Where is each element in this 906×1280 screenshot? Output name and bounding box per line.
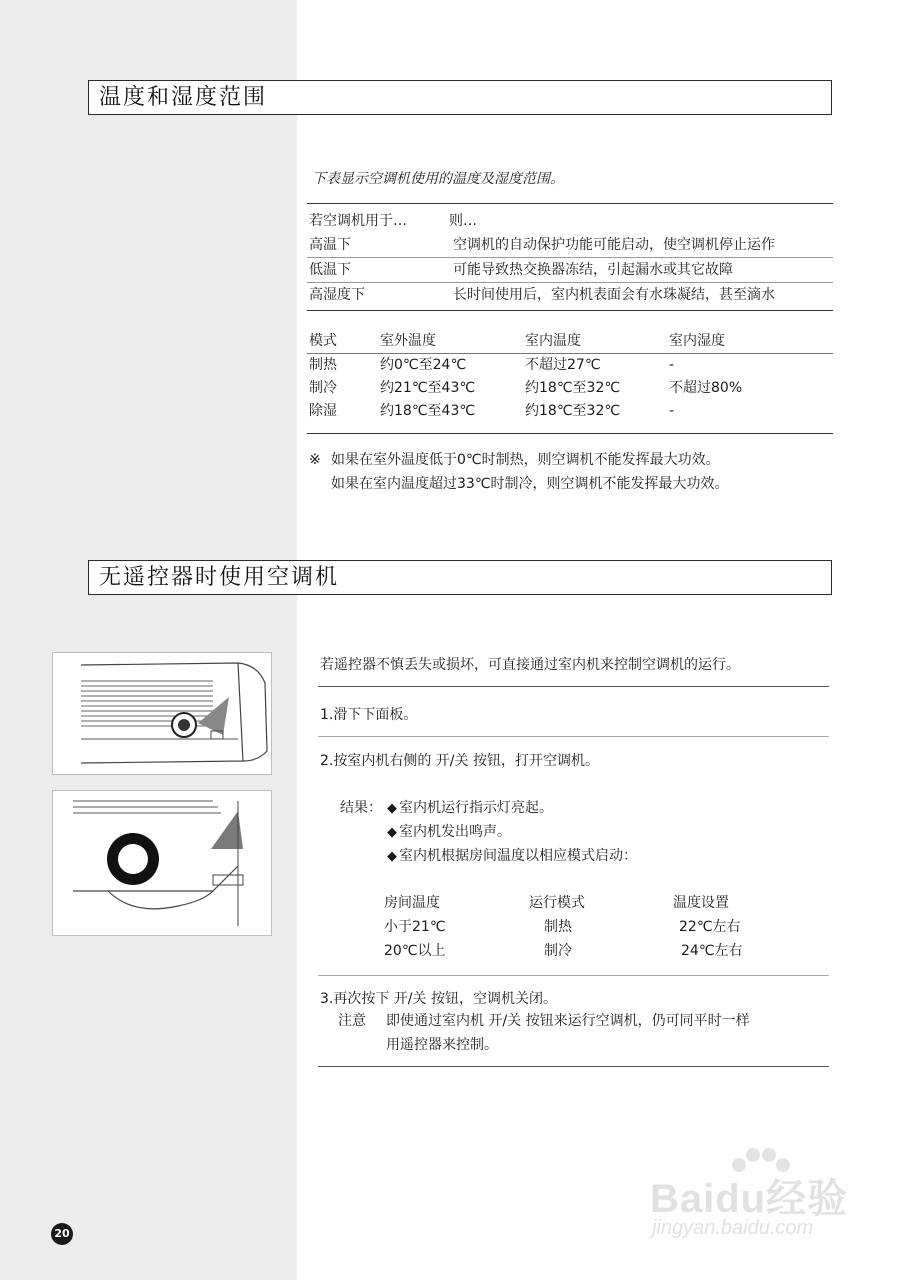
table2-header-humidity: 室内湿度 <box>669 333 725 349</box>
list-item <box>387 797 553 817</box>
table-cell: 约18℃至32℃ <box>525 403 621 419</box>
table-cell: 制热 <box>544 919 572 935</box>
control-panel-illustration <box>53 791 271 935</box>
figure-indoor-unit-panel <box>52 652 272 775</box>
table2-header-row <box>307 330 833 353</box>
watermark-brand: Baidu经验 <box>650 1177 849 1221</box>
section2-divider <box>318 736 829 737</box>
table-row <box>307 377 833 400</box>
table3-header-setting: 温度设置 <box>673 895 729 911</box>
note-text: 如果在室内温度超过33℃时制冷，则空调机不能发挥最大功效。 <box>331 476 729 492</box>
section2-divider <box>318 686 829 687</box>
left-gray-band <box>0 0 297 1280</box>
table-cell: 制冷 <box>309 380 337 396</box>
table-row <box>307 233 833 257</box>
table2-header-mode: 模式 <box>309 333 337 349</box>
table1-header-result: 则… <box>449 213 477 229</box>
table-cell: 约18℃至32℃ <box>525 380 621 396</box>
table1-header-row <box>307 209 833 233</box>
section2-divider <box>318 975 829 976</box>
table-cell: 不超过27℃ <box>525 357 601 373</box>
table-row <box>307 258 833 282</box>
table-cell: 可能导致热交换器冻结，引起漏水或其它故障 <box>453 262 733 278</box>
note-text: 即使通过室内机 开/关 按钮来运行空调机，仍可同平时一样 <box>386 1013 750 1029</box>
list-item <box>387 821 511 841</box>
section-title-no-remote: 无遥控器时使用空调机 <box>88 560 832 595</box>
figure-power-button-closeup <box>52 790 272 936</box>
diamond-bullet-icon: ◆ <box>387 849 397 864</box>
indoor-unit-illustration <box>53 653 271 774</box>
table1-header-condition: 若空调机用于… <box>309 213 407 229</box>
table-cell: 空调机的自动保护功能可能启动，使空调机停止运作 <box>453 237 775 253</box>
diamond-bullet-icon: ◆ <box>387 801 397 816</box>
table-cell: 小于21℃ <box>384 919 446 935</box>
table-cell: 约0℃至24℃ <box>380 357 467 373</box>
table-cell: 制热 <box>309 357 337 373</box>
table-cell: 高温下 <box>309 237 351 253</box>
list-item-text: 室内机发出鸣声。 <box>399 824 511 840</box>
step-2: 2.按室内机右侧的 开/关 按钮，打开空调机。 <box>320 753 599 769</box>
note-text: 用遥控器来控制。 <box>386 1037 498 1053</box>
table-row <box>307 354 833 377</box>
table3-header-room-temp: 房间温度 <box>384 895 440 911</box>
note-mark: ※ <box>309 452 321 468</box>
table-cell: - <box>669 357 675 373</box>
table-cell: 高湿度下 <box>309 287 365 303</box>
page-number: 20 <box>51 1223 73 1245</box>
list-item <box>387 845 637 865</box>
step-1: 1.滑下下面板。 <box>320 707 418 723</box>
table-cell: 约18℃至43℃ <box>380 403 476 419</box>
table3-header-mode: 运行模式 <box>529 895 585 911</box>
content-area <box>297 0 906 1280</box>
table-cell: 20℃以上 <box>384 943 446 959</box>
table1-top-rule <box>307 203 833 204</box>
table-cell: 22℃左右 <box>679 919 741 935</box>
section1-intro: 下表显示空调机使用的温度及湿度范围。 <box>312 171 564 187</box>
table-row <box>307 283 833 307</box>
note-label: 注意 <box>338 1013 366 1029</box>
section2-intro: 若遥控器不慎丢失或损坏，可直接通过室内机来控制空调机的运行。 <box>320 657 740 673</box>
watermark <box>640 1145 870 1245</box>
table-cell: 约21℃至43℃ <box>380 380 476 396</box>
table2-header-indoor: 室内温度 <box>525 333 581 349</box>
table-cell: 制冷 <box>544 943 572 959</box>
table-cell: 长时间使用后，室内机表面会有水珠凝结，甚至滴水 <box>453 287 775 303</box>
table-cell: 不超过80% <box>669 380 743 396</box>
note-line <box>309 448 720 472</box>
section2-divider <box>318 1066 829 1067</box>
table-cell: 除湿 <box>309 403 337 419</box>
section-title-temperature-humidity: 温度和湿度范围 <box>88 80 832 115</box>
step-3: 3.再次按下 开/关 按钮，空调机关闭。 <box>320 991 557 1007</box>
table-cell: 24℃左右 <box>681 943 743 959</box>
list-item-text: 室内机根据房间温度以相应模式启动： <box>399 848 637 864</box>
table-cell: 低温下 <box>309 262 351 278</box>
result-label: 结果： <box>340 800 382 816</box>
watermark-url: jingyan.baidu.com <box>652 1217 814 1239</box>
note-line <box>309 472 729 496</box>
table-row <box>307 400 833 423</box>
note-text: 如果在室外温度低于0℃时制热，则空调机不能发挥最大功效。 <box>331 452 720 468</box>
table1-bottom-rule <box>307 310 833 311</box>
diamond-bullet-icon: ◆ <box>387 825 397 840</box>
table2-bottom-rule <box>307 433 833 434</box>
list-item-text: 室内机运行指示灯亮起。 <box>399 800 553 816</box>
table-cell: - <box>669 403 675 419</box>
table2-header-outdoor: 室外温度 <box>380 333 436 349</box>
